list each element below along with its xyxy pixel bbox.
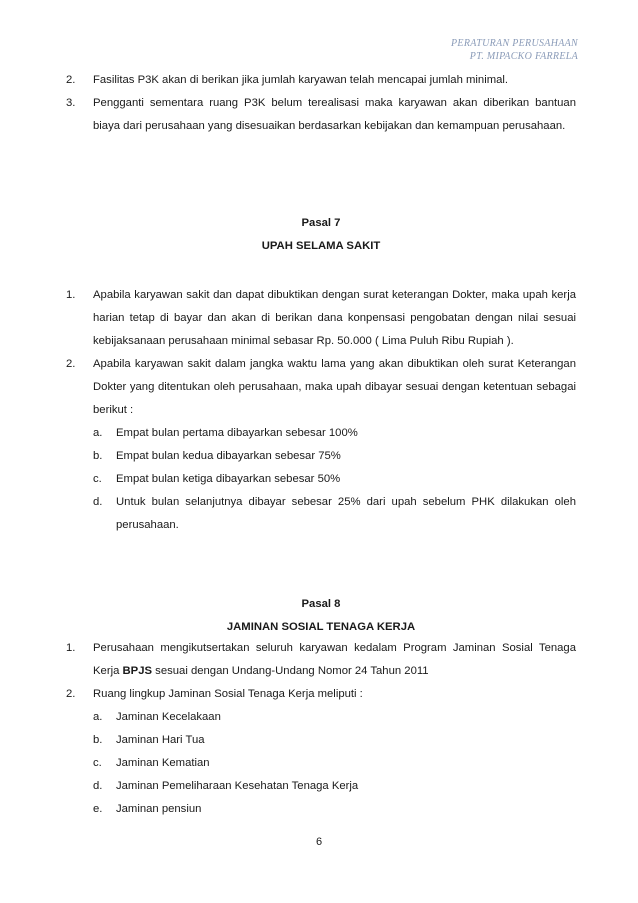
list-text: Fasilitas P3K akan di berikan jika jumlah karyawan telah mencapai jumlah minimal.: [93, 74, 509, 86]
page-header: [451, 37, 578, 63]
pasal-7-heading: [66, 212, 576, 258]
sub-list-letter: a.: [93, 711, 103, 723]
sub-list-text: Jaminan Kecelakaan: [116, 711, 221, 723]
header-company-regulation: PERATURAN PERUSAHAAN: [451, 38, 578, 49]
sub-list-item: [66, 491, 576, 537]
section-title: JAMINAN SOSIAL TENAGA KERJA: [226, 621, 416, 633]
section-number: Pasal 7: [301, 217, 341, 229]
sub-list-item: [66, 445, 576, 468]
pasal-7-list: [66, 284, 576, 537]
pasal-8-list: [66, 637, 576, 821]
sub-list-letter: c.: [93, 757, 102, 769]
list-item: [66, 637, 576, 683]
sub-list-text: Jaminan Pemeliharaan Kesehatan Tenaga Kerja: [116, 780, 359, 792]
top-list: [66, 69, 576, 138]
list-number: 2.: [66, 74, 76, 86]
sub-list-letter: d.: [93, 496, 103, 508]
section-number: Pasal 8: [301, 598, 341, 610]
list-item: [66, 683, 576, 706]
list-text: Ruang lingkup Jaminan Sosial Tenaga Kerja meliputi :: [93, 688, 363, 700]
list-number: 1.: [66, 642, 76, 654]
sub-list-item: [66, 422, 576, 445]
section-title: UPAH SELAMA SAKIT: [261, 240, 381, 252]
sub-list-letter: b.: [93, 450, 103, 462]
bpjs-bold-text: BPJS: [122, 665, 153, 677]
sub-list-text: Jaminan pensiun: [116, 803, 202, 815]
sub-list-item: [66, 775, 576, 798]
sub-list-text: Empat bulan ketiga dibayarkan sebesar 50%: [116, 473, 341, 485]
list-item: [66, 284, 576, 353]
sub-list-text: Jaminan Kematian: [116, 757, 210, 769]
sub-list-item: [66, 752, 576, 775]
sub-list-letter: a.: [93, 427, 103, 439]
list-number: 2.: [66, 688, 76, 700]
list-item: [66, 69, 576, 92]
sub-list-item: [66, 706, 576, 729]
list-item: [66, 353, 576, 422]
list-number: 2.: [66, 358, 76, 370]
sub-list-letter: b.: [93, 734, 103, 746]
list-text: Apabila karyawan sakit dalam jangka waktu lama yang akan dibuktikan oleh surat Keterangan Dokter yang ditentukan oleh perusahaan, maka upah dibayar sesuai dengan ketentuan sebagai berikut :: [93, 358, 576, 416]
list-text-before: Perusahaan mengikutsertakan seluruh karyawan kedalam Program Jaminan Sosial Tenaga Kerja: [93, 642, 576, 677]
page-number: 6: [315, 836, 323, 848]
list-text-after: sesuai dengan Undang-Undang Nomor 24 Tahun 2011: [152, 665, 429, 677]
sub-list-item: [66, 468, 576, 491]
list-item: [66, 92, 576, 138]
sub-list-item: [66, 729, 576, 752]
list-number: 1.: [66, 289, 76, 301]
sub-list-item: [66, 798, 576, 821]
sub-list-text: Jaminan Hari Tua: [116, 734, 205, 746]
sub-list-text: Empat bulan kedua dibayarkan sebesar 75%: [116, 450, 341, 462]
sub-list-letter: e.: [93, 803, 103, 815]
list-text: Apabila karyawan sakit dan dapat dibuktikan dengan surat keterangan Dokter, maka upah kerja harian tetap di bayar dan akan di berikan dana konpensasi pengobatan dengan nilai sesuai kebijaksanaan perusahaan minimal sebasar Rp. 50.000 ( Lima Puluh Ribu Rupiah ).: [93, 289, 576, 347]
list-number: 3.: [66, 97, 76, 109]
sub-list-text: Empat bulan pertama dibayarkan sebesar 100%: [116, 427, 358, 439]
list-text: Pengganti sementara ruang P3K belum terealisasi maka karyawan akan diberikan bantuan biaya dari perusahaan yang disesuaikan berdasarkan kebijakan dan kemampuan perusahaan.: [93, 97, 576, 132]
sub-list-letter: d.: [93, 780, 103, 792]
sub-list-text: Untuk bulan selanjutnya dibayar sebesar 25% dari upah sebelum PHK dilakukan oleh perusahaan.: [116, 496, 576, 531]
pasal-8-heading: [66, 593, 576, 639]
sub-list-letter: c.: [93, 473, 102, 485]
header-company-name: PT. MIPACKO FARRELA: [469, 51, 578, 62]
